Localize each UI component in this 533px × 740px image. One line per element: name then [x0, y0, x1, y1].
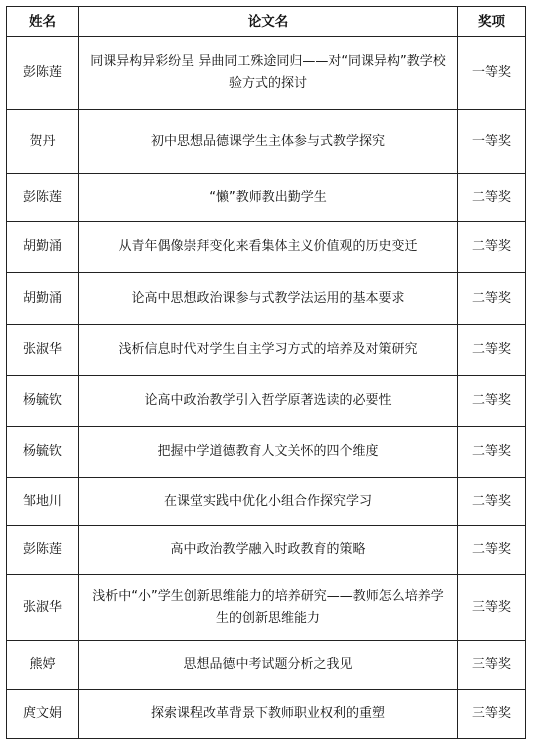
table-row — [7, 325, 526, 376]
cell-award: 三等奖 — [458, 690, 526, 739]
table-row — [7, 526, 526, 575]
table-row — [7, 478, 526, 526]
table-row — [7, 690, 526, 739]
cell-title: 论高中政治教学引入哲学原著选读的必要性 — [79, 376, 458, 427]
table-row — [7, 427, 526, 478]
cell-name: 杨毓钦 — [7, 427, 79, 478]
cell-title: 高中政治教学融入时政教育的策略 — [79, 526, 458, 575]
cell-name: 胡勤涌 — [7, 273, 79, 325]
header-award: 奖项 — [458, 7, 526, 37]
cell-name: 彭陈莲 — [7, 174, 79, 222]
cell-name: 熊婷 — [7, 641, 79, 690]
cell-title: 在课堂实践中优化小组合作探究学习 — [79, 478, 458, 526]
cell-award: 二等奖 — [458, 273, 526, 325]
cell-title: 浅析信息时代对学生自主学习方式的培养及对策研究 — [79, 325, 458, 376]
cell-award: 二等奖 — [458, 222, 526, 273]
cell-name: 张淑华 — [7, 575, 79, 641]
cell-award: 一等奖 — [458, 110, 526, 174]
cell-name: 邹地川 — [7, 478, 79, 526]
cell-title: 从青年偶像崇拜变化来看集体主义价值观的历史变迁 — [79, 222, 458, 273]
table-row — [7, 174, 526, 222]
cell-title: 同课异构异彩纷呈 异曲同工殊途同归——对“同课异构”教学校验方式的探讨 — [79, 37, 458, 110]
table-row — [7, 110, 526, 174]
cell-award: 二等奖 — [458, 478, 526, 526]
cell-title: 论高中思想政治课参与式教学法运用的基本要求 — [79, 273, 458, 325]
cell-award: 二等奖 — [458, 325, 526, 376]
table-row — [7, 641, 526, 690]
cell-award: 二等奖 — [458, 376, 526, 427]
cell-name: 张淑华 — [7, 325, 79, 376]
cell-award: 二等奖 — [458, 174, 526, 222]
cell-title: 思想品德中考试题分析之我见 — [79, 641, 458, 690]
cell-name: 彭陈莲 — [7, 526, 79, 575]
cell-title: 初中思想品德课学生主体参与式教学探究 — [79, 110, 458, 174]
cell-name: 贺丹 — [7, 110, 79, 174]
cell-name: 庹文娟 — [7, 690, 79, 739]
cell-title: 浅析中“小”学生创新思维能力的培养研究——教师怎么培养学生的创新思维能力 — [79, 575, 458, 641]
cell-award: 二等奖 — [458, 526, 526, 575]
table-row — [7, 222, 526, 273]
header-name: 姓名 — [7, 7, 79, 37]
table-row — [7, 575, 526, 641]
cell-title: “懒”教师教出勤学生 — [79, 174, 458, 222]
cell-title: 把握中学道德教育人文关怀的四个维度 — [79, 427, 458, 478]
cell-award: 三等奖 — [458, 575, 526, 641]
cell-name: 杨毓钦 — [7, 376, 79, 427]
table-row — [7, 273, 526, 325]
awards-table — [6, 6, 526, 739]
cell-award: 二等奖 — [458, 427, 526, 478]
cell-name: 彭陈莲 — [7, 37, 79, 110]
cell-name: 胡勤涌 — [7, 222, 79, 273]
cell-title: 探索课程改革背景下教师职业权利的重塑 — [79, 690, 458, 739]
table-row — [7, 376, 526, 427]
cell-award: 三等奖 — [458, 641, 526, 690]
table-row — [7, 37, 526, 110]
cell-award: 一等奖 — [458, 37, 526, 110]
header-title: 论文名 — [79, 7, 458, 37]
header-row — [7, 7, 526, 37]
